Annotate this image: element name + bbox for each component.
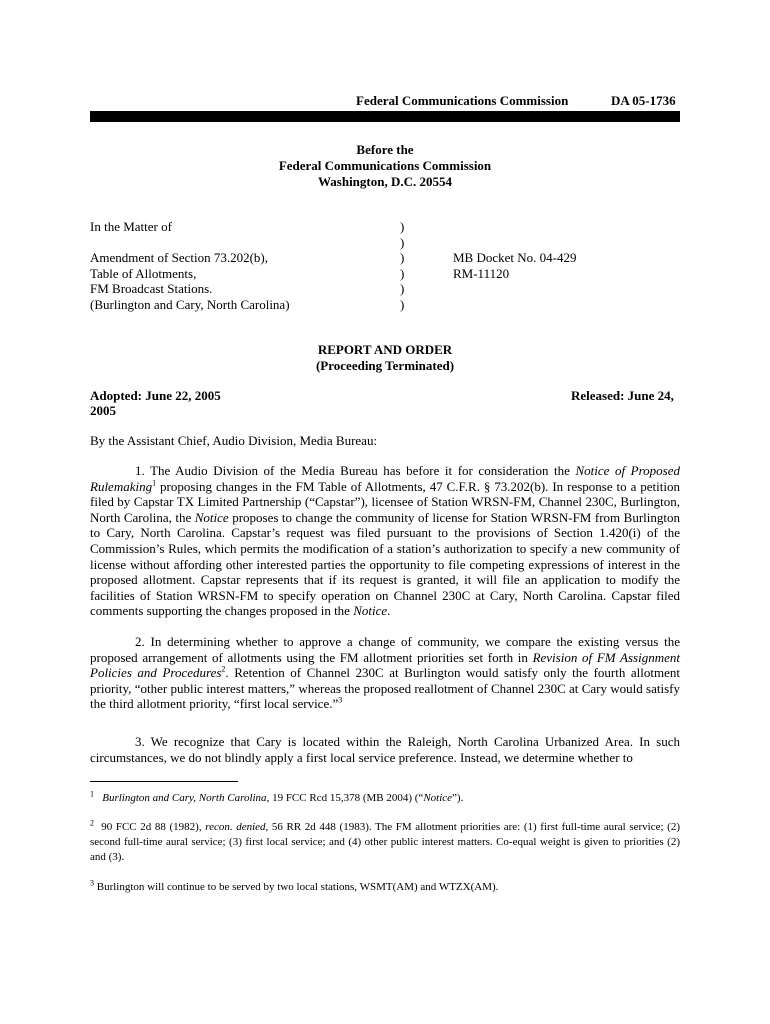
- caption-lines: [90, 250, 290, 312]
- p1-text-b: proposing changes in the FM Table of Allotments, 47 C.F.R. § 73.202(b). In response to a petition filed by Capstar TX Limited Partnership (“Capstar”), licensee of Station WRSN-FM, Channel 230C, Burlington, North Carolina, the: [90, 478, 680, 525]
- header-doc-number: DA 05-1736: [611, 93, 676, 108]
- paragraph-1: [90, 463, 680, 619]
- caption-line: FM Broadcast Stations.: [90, 281, 213, 297]
- p2-text-b: . Retention of Channel 230C at Burlington would satisfy only the fourth allotment priority, “other public interest matters,” whereas the proposed reallotment of Channel 230C at Cary would satisfy the third allotment priority, “first local service.”: [90, 665, 681, 712]
- paren: ): [400, 234, 405, 250]
- p1-italic-a: Notice of Proposed Rulemaking: [90, 463, 680, 494]
- footnote-number: 1: [90, 789, 94, 799]
- p1-text-c: proposes to change the community of license for Station WRSN-FM from Burlington to Cary, North Carolina. Capstar’s request was filed pursuant to the provisions of Section 1.420(i) of the Commission’s Rules, which permits the modification of a station’s authorization to specify a new community of license without affording other interested parties the opportunity to file competing expressions of interest in the proposed allotment. Capstar represents that if its request is granted, it will file an application to modify the facilities of Station WRSN-FM to specify operation on Channel 230C at Cary, North Carolina. Capstar filed comments supporting the changes proposed in the: [90, 509, 680, 619]
- title-line-1: Before the: [356, 142, 414, 157]
- caption-in-the-matter: In the Matter of: [90, 219, 172, 234]
- docket-number: MB Docket No. 04-429: [453, 250, 577, 265]
- footnote-2: [90, 820, 680, 865]
- title-line-2: Federal Communications Commission: [278, 158, 492, 173]
- rm-number: RM-11120: [453, 265, 510, 281]
- p1-italic-b: Notice: [194, 509, 229, 525]
- paren: ): [400, 281, 405, 297]
- caption-line: Amendment of Section 73.202(b),: [90, 250, 268, 265]
- header-rule: [90, 111, 680, 122]
- fn1-italic: Burlington and Cary, North Carolina: [102, 792, 267, 804]
- paren: ): [400, 250, 405, 266]
- order-title-block: [90, 342, 680, 374]
- fn3-text: Burlington will continue to be served by two local stations, WSMT(AM) and WTZX(AM).: [96, 881, 499, 893]
- by-line: By the Assistant Chief, Audio Division, Media Bureau:: [90, 433, 378, 448]
- footnote-ref-3[interactable]: 3: [338, 696, 343, 706]
- fn1-text-a: , 19 FCC Rcd 15,378 (MB 2004) (“: [266, 792, 424, 804]
- paren: ): [400, 265, 405, 281]
- caption-line: Table of Allotments,: [90, 265, 197, 281]
- footnote-number: 2: [90, 818, 94, 828]
- p2-italic-a: Revision of FM Assignment Policies and Procedures: [90, 649, 680, 681]
- footnote-rule: [90, 781, 238, 782]
- fn2-text-a: 90 FCC 2d 88 (1982),: [101, 821, 206, 833]
- fn1-italic-2: Notice: [423, 792, 453, 804]
- order-subtitle: (Proceeding Terminated): [315, 358, 455, 373]
- fn1-text-b: ”).: [452, 792, 464, 804]
- order-title: REPORT AND ORDER: [317, 342, 453, 357]
- adopted-date: Adopted: June 22, 2005: [90, 388, 221, 403]
- caption-line: (Burlington and Cary, North Carolina): [90, 296, 290, 312]
- footnote-3: [90, 880, 680, 895]
- paragraph-3: [90, 734, 680, 765]
- title-line-3: Washington, D.C. 20554: [318, 174, 452, 189]
- footnote-1: [90, 791, 680, 806]
- header-agency: Federal Communications Commission: [356, 93, 569, 108]
- p3-text-a: 3. We recognize that Cary is located within the Raleigh, North Carolina Urbanized Area. In such circumstances, we do not blindly apply a first local service preference. Instead, we determine whether to: [90, 734, 680, 765]
- paren: ): [400, 219, 405, 234]
- p1-italic-c: Notice: [353, 603, 388, 619]
- p1-text-a: 1. The Audio Division of the Media Bureau has before it for consideration the: [135, 463, 576, 478]
- released-year: 2005: [90, 403, 116, 418]
- released-date: Released: June 24,: [571, 388, 674, 403]
- paren: ): [400, 296, 405, 312]
- paragraph-2: [90, 634, 680, 712]
- caption-docket-block: [453, 250, 577, 281]
- caption-parens: [400, 219, 404, 313]
- p2-text-a: 2. In determining whether to approve a change of community, we compare the existing versus the proposed arrangement of allotments using the FM allotment priorities set forth in: [90, 634, 680, 665]
- footnote-number: 3: [90, 878, 94, 888]
- footnote-ref-2[interactable]: 2: [221, 664, 226, 674]
- p1-text-d: .: [387, 603, 391, 619]
- fn2-text-b: , 56 RR 2d 448 (1983). The FM allotment priorities are: (1) first full-time aural service; (2) second full-time aural service; (3) first local service; and (4) other public interest matters. Co-equal weight is given to priorities (2) and (3).: [90, 821, 680, 863]
- fn2-italic: recon. denied: [205, 821, 266, 833]
- footnote-ref-1[interactable]: 1: [152, 478, 157, 488]
- title-block: [90, 142, 680, 190]
